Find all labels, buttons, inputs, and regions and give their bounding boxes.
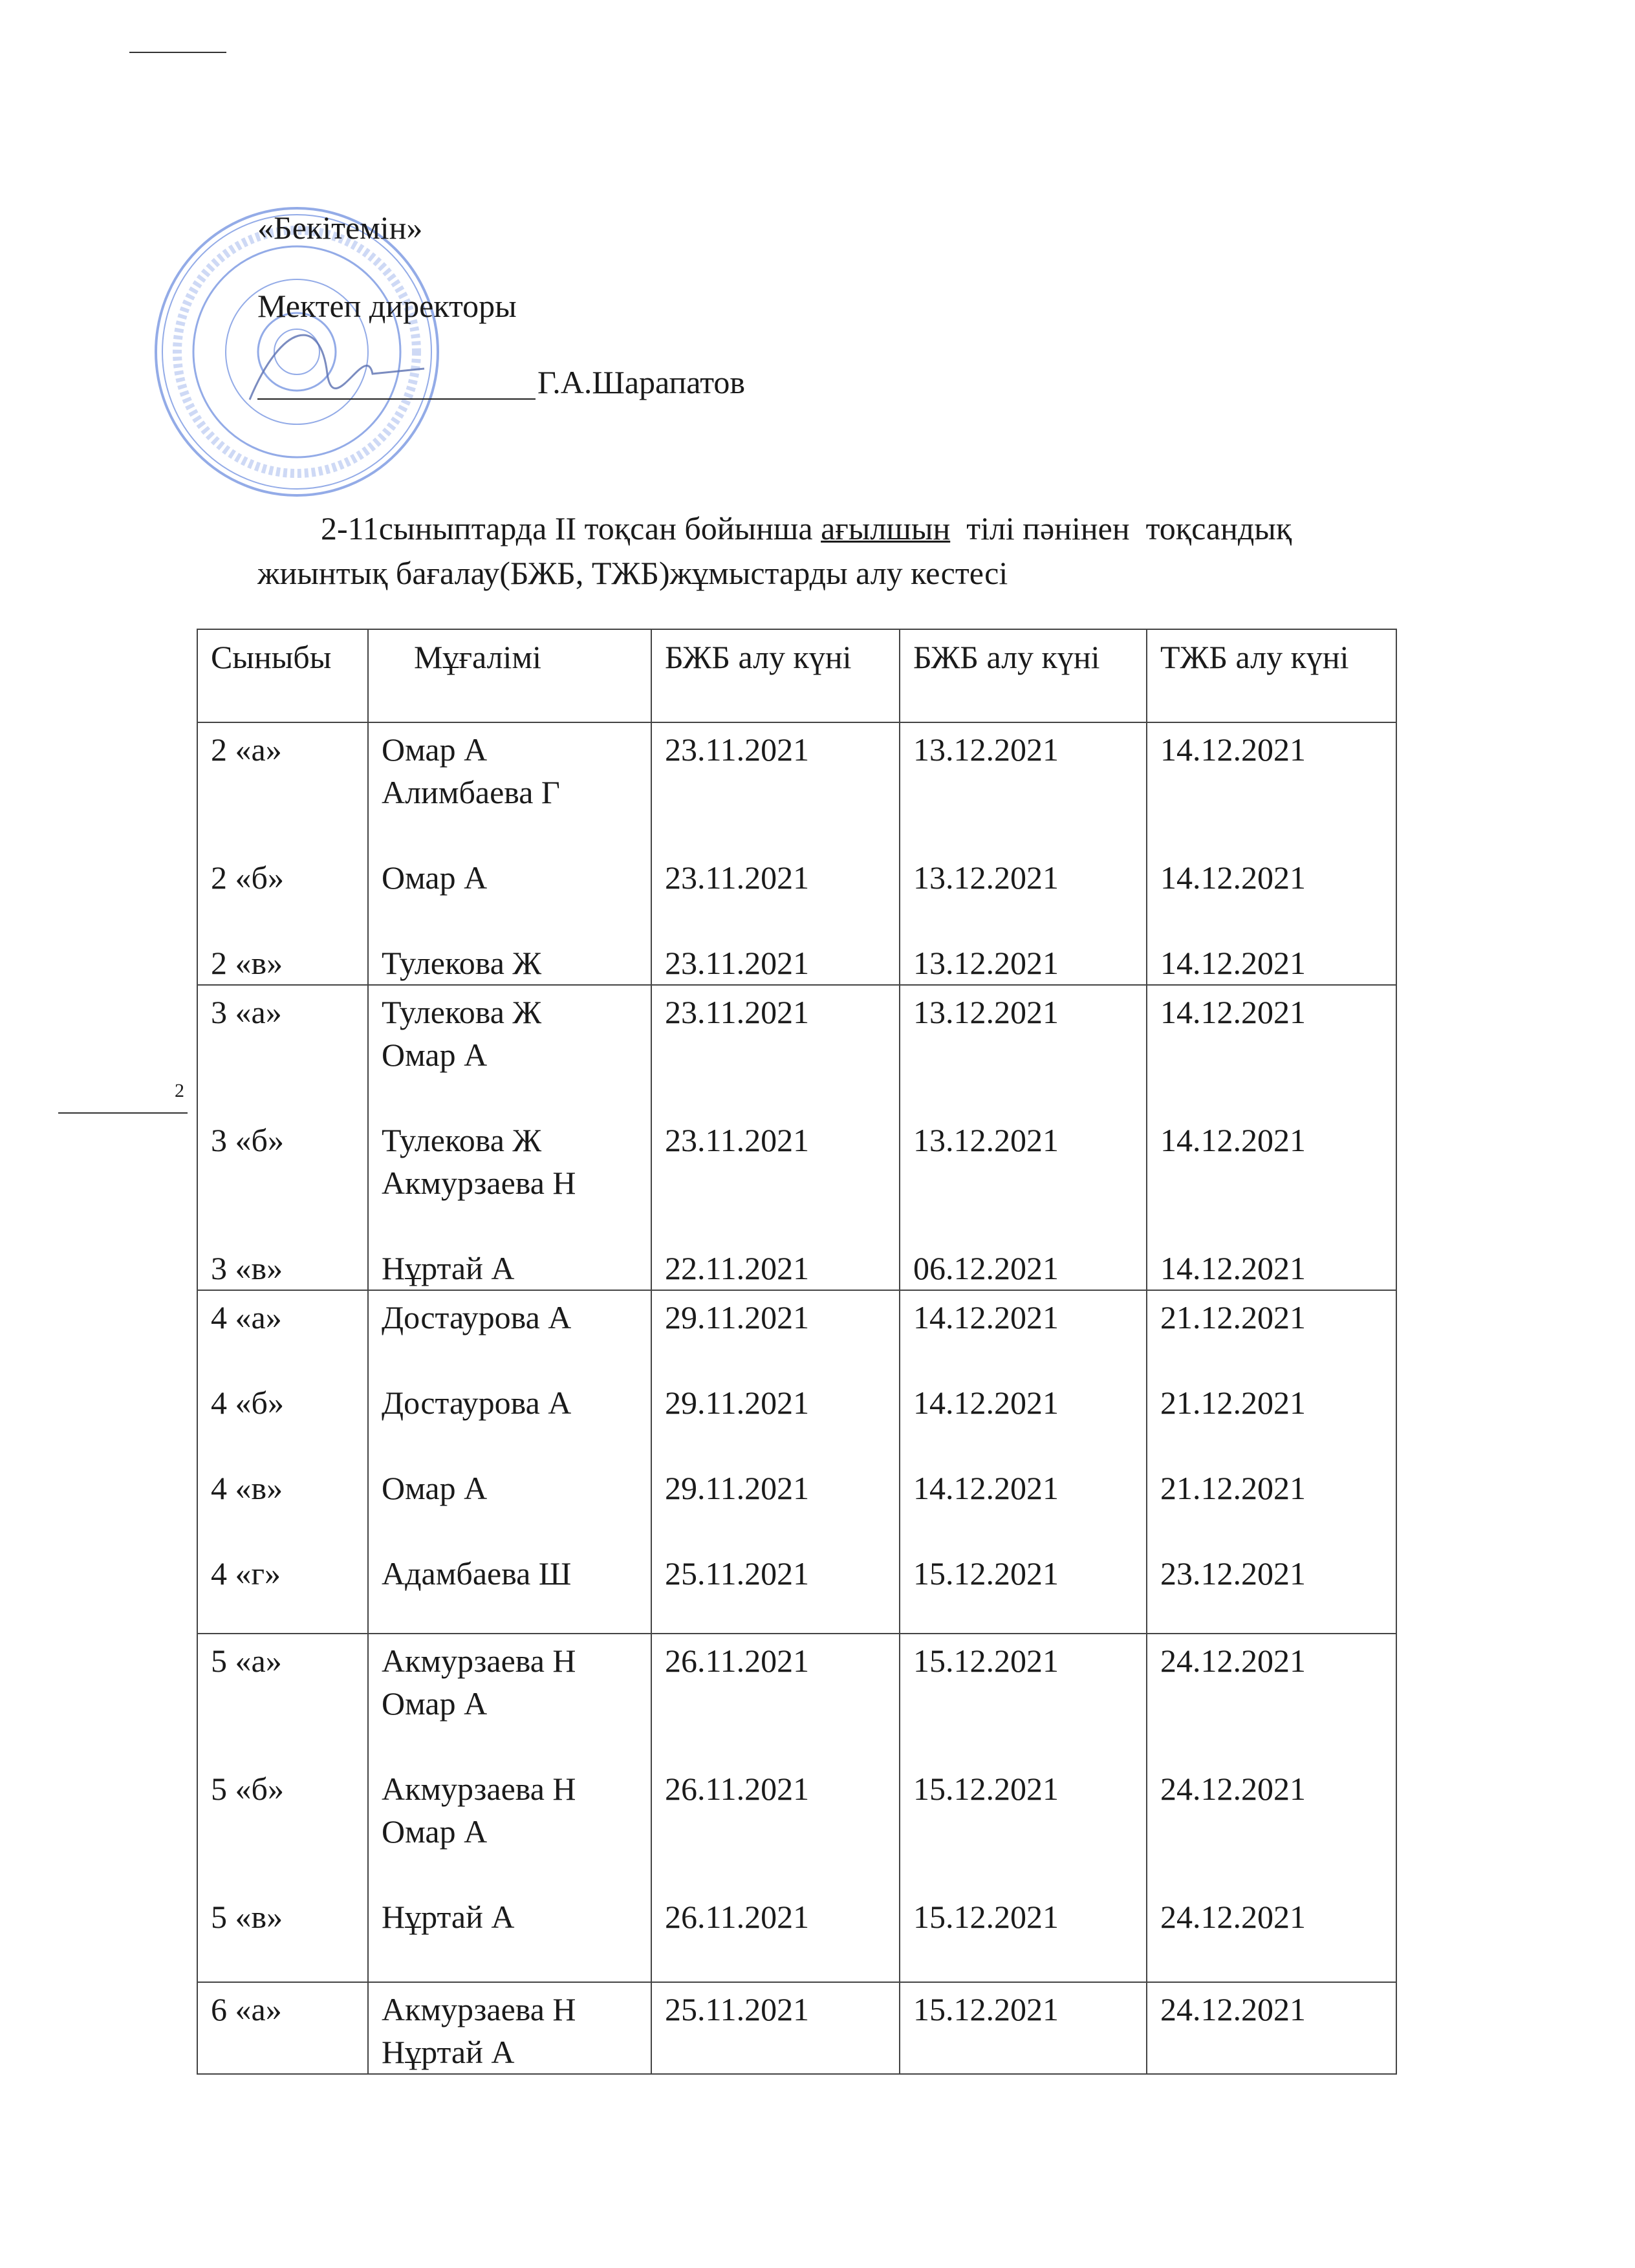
bzhb-date-2-cell bbox=[900, 1982, 1147, 2074]
table-entry bbox=[913, 1988, 1140, 2073]
signature-line bbox=[257, 398, 536, 400]
spacer bbox=[665, 1424, 893, 1467]
spacer bbox=[382, 1424, 644, 1467]
bzhb-date-1-value: 26.11.2021 bbox=[665, 1899, 810, 1935]
table-entry bbox=[665, 1639, 893, 1725]
teacher-name: Акмурзаева Н bbox=[382, 1771, 576, 1807]
spacer bbox=[211, 1424, 361, 1467]
table-entry bbox=[1160, 1552, 1389, 1595]
approval-label: «Бекітемін» bbox=[257, 210, 423, 246]
bzhb-date-1-value: 25.11.2021 bbox=[665, 1991, 810, 2027]
spacer bbox=[913, 1853, 1140, 1895]
director-name: Г.А.Шарапатов bbox=[537, 364, 745, 400]
table-entry bbox=[913, 1296, 1140, 1339]
teacher-name: Тулекова Ж bbox=[382, 945, 542, 981]
blank-line bbox=[211, 1810, 361, 1853]
table-entry bbox=[382, 1639, 644, 1725]
spacer bbox=[1160, 1204, 1389, 1247]
spacer bbox=[913, 1424, 1140, 1467]
bzhb-date-2-cell bbox=[900, 1290, 1147, 1634]
header-bzhb-date-2: БЖБ алу күні bbox=[900, 629, 1147, 722]
scan-mark-line bbox=[129, 52, 226, 53]
bzhb-date-2-value: 15.12.2021 bbox=[913, 1771, 1059, 1807]
blank-line bbox=[913, 1682, 1140, 1725]
class-value: 5 «в» bbox=[211, 1899, 283, 1935]
table-entry bbox=[382, 1296, 644, 1339]
table-entry bbox=[211, 1247, 361, 1290]
spacer bbox=[665, 1725, 893, 1767]
table-entry bbox=[913, 1639, 1140, 1725]
table-entry bbox=[665, 1296, 893, 1339]
spacer bbox=[382, 814, 644, 856]
table-entry bbox=[1160, 856, 1389, 899]
teacher-name: Тулекова Ж bbox=[382, 1122, 542, 1158]
teacher-name: Адамбаева Ш bbox=[382, 1555, 572, 1592]
teacher-name: Достаурова А bbox=[382, 1299, 572, 1335]
bzhb-date-2-value: 13.12.2021 bbox=[913, 945, 1059, 981]
tzhb-date-value: 21.12.2021 bbox=[1160, 1385, 1306, 1421]
blank-line bbox=[1160, 1161, 1389, 1204]
spacer bbox=[665, 899, 893, 942]
bzhb-date-2-value: 13.12.2021 bbox=[913, 994, 1059, 1030]
tzhb-date-value: 14.12.2021 bbox=[1160, 859, 1306, 896]
bzhb-date-2-value: 15.12.2021 bbox=[913, 1555, 1059, 1592]
spacer bbox=[382, 1853, 644, 1895]
table-entry bbox=[382, 1767, 644, 1853]
blank-line bbox=[665, 771, 893, 814]
title-part2: тілі пәнінен тоқсандық bbox=[950, 510, 1292, 546]
bzhb-date-1-cell bbox=[651, 1634, 900, 1982]
spacer bbox=[211, 1509, 361, 1552]
class-value: 2 «б» bbox=[211, 859, 284, 896]
teacher-name: Омар А bbox=[382, 1470, 488, 1506]
spacer bbox=[1160, 899, 1389, 942]
class-cell bbox=[197, 1634, 368, 1982]
bzhb-date-2-value: 13.12.2021 bbox=[913, 731, 1059, 768]
class-value: 4 «г» bbox=[211, 1555, 281, 1592]
bzhb-date-1-cell bbox=[651, 1290, 900, 1634]
table-entry bbox=[913, 1895, 1140, 1938]
bzhb-date-1-value: 29.11.2021 bbox=[665, 1299, 810, 1335]
table-entry bbox=[211, 1467, 361, 1509]
bzhb-date-2-value: 15.12.2021 bbox=[913, 1899, 1059, 1935]
table-entry bbox=[382, 1467, 644, 1509]
teacher-cell bbox=[368, 1634, 651, 1982]
blank-line bbox=[665, 1161, 893, 1204]
bzhb-date-2-value: 15.12.2021 bbox=[913, 1991, 1059, 2027]
bzhb-date-1-value: 23.11.2021 bbox=[665, 731, 810, 768]
margin-line bbox=[58, 1112, 188, 1114]
spacer bbox=[382, 899, 644, 942]
spacer bbox=[665, 814, 893, 856]
spacer bbox=[211, 1204, 361, 1247]
class-cell bbox=[197, 722, 368, 985]
table-entry bbox=[211, 1895, 361, 1938]
bzhb-date-1-value: 23.11.2021 bbox=[665, 994, 810, 1030]
teacher-name: Нұртай А bbox=[382, 2034, 515, 2070]
table-entry bbox=[665, 1895, 893, 1938]
tzhb-date-value: 21.12.2021 bbox=[1160, 1299, 1306, 1335]
table-row-group bbox=[197, 722, 1396, 985]
table-entry bbox=[382, 856, 644, 899]
table-entry bbox=[665, 991, 893, 1076]
table-entry bbox=[665, 1119, 893, 1204]
table-entry bbox=[665, 1381, 893, 1424]
spacer bbox=[913, 1076, 1140, 1119]
teacher-name: Акмурзаева Н bbox=[382, 1165, 576, 1201]
bzhb-date-2-cell bbox=[900, 1634, 1147, 1982]
bzhb-date-1-value: 25.11.2021 bbox=[665, 1555, 810, 1592]
blank-line bbox=[913, 1161, 1140, 1204]
table-entry bbox=[382, 1247, 644, 1290]
table-entry bbox=[665, 1552, 893, 1595]
table-entry bbox=[1160, 1639, 1389, 1725]
header-class: Сыныбы bbox=[197, 629, 368, 722]
teacher-cell bbox=[368, 985, 651, 1290]
spacer bbox=[913, 1339, 1140, 1381]
spacer bbox=[1160, 1853, 1389, 1895]
table-entry bbox=[665, 728, 893, 814]
spacer bbox=[665, 1339, 893, 1381]
blank-line bbox=[913, 771, 1140, 814]
spacer bbox=[665, 1204, 893, 1247]
class-value: 3 «а» bbox=[211, 994, 282, 1030]
blank-line bbox=[211, 1161, 361, 1204]
class-cell bbox=[197, 1290, 368, 1634]
tzhb-date-value: 24.12.2021 bbox=[1160, 1991, 1306, 2027]
blank-line bbox=[211, 1033, 361, 1076]
table-entry bbox=[665, 1247, 893, 1290]
bzhb-date-1-value: 29.11.2021 bbox=[665, 1470, 810, 1506]
table-entry bbox=[665, 1988, 893, 2073]
spacer bbox=[665, 1076, 893, 1119]
tzhb-date-value: 24.12.2021 bbox=[1160, 1643, 1306, 1679]
class-value: 4 «в» bbox=[211, 1470, 283, 1506]
tzhb-date-cell bbox=[1147, 985, 1396, 1290]
tzhb-date-cell bbox=[1147, 1290, 1396, 1634]
table-entry bbox=[665, 942, 893, 984]
bzhb-date-2-value: 13.12.2021 bbox=[913, 1122, 1059, 1158]
spacer bbox=[1160, 1339, 1389, 1381]
tzhb-date-cell bbox=[1147, 1982, 1396, 2074]
bzhb-date-1-cell bbox=[651, 722, 900, 985]
table-entry bbox=[913, 1467, 1140, 1509]
bzhb-date-2-value: 06.12.2021 bbox=[913, 1250, 1059, 1286]
teacher-name: Омар А bbox=[382, 1685, 488, 1722]
teacher-cell bbox=[368, 1290, 651, 1634]
blank-line bbox=[665, 1810, 893, 1853]
bzhb-date-1-value: 23.11.2021 bbox=[665, 945, 810, 981]
bzhb-date-2-cell bbox=[900, 985, 1147, 1290]
class-value: 3 «в» bbox=[211, 1250, 283, 1286]
teacher-name: Нұртай А bbox=[382, 1899, 515, 1935]
table-entry bbox=[211, 1296, 361, 1339]
teacher-name: Омар А bbox=[382, 731, 488, 768]
title-part1: 2-11сыныптарда II тоқсан бойынша bbox=[321, 510, 821, 546]
bzhb-date-1-cell bbox=[651, 985, 900, 1290]
tzhb-date-value: 14.12.2021 bbox=[1160, 731, 1306, 768]
table-entry bbox=[1160, 1988, 1389, 2073]
bzhb-date-1-value: 22.11.2021 bbox=[665, 1250, 810, 1286]
spacer bbox=[382, 1725, 644, 1767]
bzhb-date-2-value: 14.12.2021 bbox=[913, 1385, 1059, 1421]
spacer bbox=[1160, 1725, 1389, 1767]
table-entry bbox=[913, 1119, 1140, 1204]
director-position: Мектеп директоры bbox=[257, 288, 517, 324]
tzhb-date-value: 24.12.2021 bbox=[1160, 1899, 1306, 1935]
bzhb-date-1-value: 23.11.2021 bbox=[665, 1122, 810, 1158]
bzhb-date-2-cell bbox=[900, 722, 1147, 985]
blank-line bbox=[913, 1810, 1140, 1853]
bzhb-date-2-value: 14.12.2021 bbox=[913, 1299, 1059, 1335]
teacher-name: Омар А bbox=[382, 1037, 488, 1073]
spacer bbox=[1160, 1509, 1389, 1552]
bzhb-date-1-value: 23.11.2021 bbox=[665, 859, 810, 896]
spacer bbox=[1160, 814, 1389, 856]
teacher-name: Акмурзаева Н bbox=[382, 1643, 576, 1679]
table-entry bbox=[211, 1639, 361, 1725]
tzhb-date-value: 14.12.2021 bbox=[1160, 994, 1306, 1030]
blank-line bbox=[211, 1682, 361, 1725]
class-value: 3 «б» bbox=[211, 1122, 284, 1158]
spacer bbox=[211, 1853, 361, 1895]
spacer bbox=[211, 1725, 361, 1767]
table-entry bbox=[382, 1552, 644, 1595]
teacher-name: Алимбаева Г bbox=[382, 774, 560, 810]
table-entry bbox=[913, 991, 1140, 1076]
margin-page-note: 2 bbox=[175, 1080, 184, 1101]
tzhb-date-value: 14.12.2021 bbox=[1160, 945, 1306, 981]
class-value: 6 «а» bbox=[211, 1991, 282, 2027]
header-bzhb-date-1: БЖБ алу күні bbox=[651, 629, 900, 722]
table-entry bbox=[665, 856, 893, 899]
blank-line bbox=[913, 1033, 1140, 1076]
teacher-name: Тулекова Ж bbox=[382, 994, 542, 1030]
table-entry bbox=[382, 728, 644, 814]
table-entry bbox=[211, 1381, 361, 1424]
class-cell bbox=[197, 1982, 368, 2074]
bzhb-date-2-value: 13.12.2021 bbox=[913, 859, 1059, 896]
table-entry bbox=[913, 942, 1140, 984]
table-entry bbox=[913, 728, 1140, 814]
table-entry bbox=[1160, 942, 1389, 984]
class-value: 2 «в» bbox=[211, 945, 283, 981]
table-entry bbox=[1160, 728, 1389, 814]
class-value: 5 «а» bbox=[211, 1643, 282, 1679]
table-entry bbox=[211, 1988, 361, 2073]
blank-line bbox=[211, 2031, 361, 2073]
blank-line bbox=[913, 2031, 1140, 2073]
spacer bbox=[1160, 1076, 1389, 1119]
blank-line bbox=[665, 1682, 893, 1725]
teacher-cell bbox=[368, 1982, 651, 2074]
table-row-group bbox=[197, 985, 1396, 1290]
table-entry bbox=[1160, 1767, 1389, 1853]
table-entry bbox=[382, 1988, 644, 2073]
spacer bbox=[382, 1076, 644, 1119]
header-teacher: Мұғалімі bbox=[368, 629, 651, 722]
document-title-line2: жиынтық бағалау(БЖБ, ТЖБ)жұмыстарды алу кестесі bbox=[257, 555, 1008, 591]
table-row-group bbox=[197, 1634, 1396, 1982]
tzhb-date-cell bbox=[1147, 1634, 1396, 1982]
bzhb-date-1-value: 26.11.2021 bbox=[665, 1771, 810, 1807]
title-subject: ағылшын bbox=[821, 510, 951, 546]
header-tzhb-date: ТЖБ алу күні bbox=[1147, 629, 1396, 722]
table-entry bbox=[211, 1767, 361, 1853]
blank-line bbox=[665, 1033, 893, 1076]
spacer bbox=[382, 1204, 644, 1247]
spacer bbox=[211, 1339, 361, 1381]
table-entry bbox=[382, 1895, 644, 1938]
table-entry bbox=[211, 1552, 361, 1595]
table-entry bbox=[211, 728, 361, 814]
table-entry bbox=[913, 1247, 1140, 1290]
table-entry bbox=[1160, 1381, 1389, 1424]
blank-line bbox=[1160, 2031, 1389, 2073]
bzhb-date-2-value: 15.12.2021 bbox=[913, 1643, 1059, 1679]
spacer bbox=[211, 1076, 361, 1119]
table-entry bbox=[1160, 1467, 1389, 1509]
spacer bbox=[382, 1339, 644, 1381]
spacer bbox=[665, 1509, 893, 1552]
table-entry bbox=[382, 1381, 644, 1424]
table-entry bbox=[382, 942, 644, 984]
spacer bbox=[211, 814, 361, 856]
table-entry bbox=[382, 991, 644, 1076]
teacher-name: Омар А bbox=[382, 859, 488, 896]
table-entry bbox=[1160, 991, 1389, 1076]
table-entry bbox=[211, 942, 361, 984]
blank-line bbox=[211, 771, 361, 814]
class-value: 2 «а» bbox=[211, 731, 282, 768]
bzhb-date-1-cell bbox=[651, 1982, 900, 2074]
class-value: 4 «а» bbox=[211, 1299, 282, 1335]
class-cell bbox=[197, 985, 368, 1290]
teacher-name: Нұртай А bbox=[382, 1250, 515, 1286]
spacer bbox=[913, 1725, 1140, 1767]
table-entry bbox=[913, 1552, 1140, 1595]
tzhb-date-cell bbox=[1147, 722, 1396, 985]
spacer bbox=[382, 1509, 644, 1552]
table-row-group bbox=[197, 1290, 1396, 1634]
table-entry bbox=[211, 856, 361, 899]
teacher-name: Омар А bbox=[382, 1813, 488, 1850]
spacer bbox=[211, 899, 361, 942]
teacher-name: Акмурзаева Н bbox=[382, 1991, 576, 2027]
tzhb-date-value: 14.12.2021 bbox=[1160, 1250, 1306, 1286]
table-entry bbox=[211, 991, 361, 1076]
blank-line bbox=[1160, 1682, 1389, 1725]
bzhb-date-1-value: 29.11.2021 bbox=[665, 1385, 810, 1421]
spacer bbox=[665, 1853, 893, 1895]
spacer bbox=[913, 814, 1140, 856]
schedule-table bbox=[197, 629, 1397, 2075]
spacer bbox=[913, 1204, 1140, 1247]
spacer bbox=[1160, 1424, 1389, 1467]
table-entry bbox=[665, 1467, 893, 1509]
table-entry bbox=[1160, 1296, 1389, 1339]
teacher-name: Достаурова А bbox=[382, 1385, 572, 1421]
blank-line bbox=[1160, 1810, 1389, 1853]
table-entry bbox=[382, 1119, 644, 1204]
blank-line bbox=[665, 2031, 893, 2073]
tzhb-date-value: 23.12.2021 bbox=[1160, 1555, 1306, 1592]
teacher-cell bbox=[368, 722, 651, 985]
table-header-row bbox=[197, 629, 1396, 722]
table-entry bbox=[913, 1767, 1140, 1853]
tzhb-date-value: 21.12.2021 bbox=[1160, 1470, 1306, 1506]
school-stamp bbox=[153, 206, 441, 498]
table-entry bbox=[913, 856, 1140, 899]
tzhb-date-value: 24.12.2021 bbox=[1160, 1771, 1306, 1807]
table-entry bbox=[665, 1767, 893, 1853]
blank-line bbox=[1160, 1033, 1389, 1076]
class-value: 4 «б» bbox=[211, 1385, 284, 1421]
bzhb-date-1-value: 26.11.2021 bbox=[665, 1643, 810, 1679]
table-entry bbox=[211, 1119, 361, 1204]
class-value: 5 «б» bbox=[211, 1771, 284, 1807]
document-title-line1 bbox=[321, 512, 1292, 545]
bzhb-date-2-value: 14.12.2021 bbox=[913, 1470, 1059, 1506]
tzhb-date-value: 14.12.2021 bbox=[1160, 1122, 1306, 1158]
spacer bbox=[913, 1509, 1140, 1552]
table-entry bbox=[1160, 1119, 1389, 1204]
blank-line bbox=[1160, 771, 1389, 814]
table-entry bbox=[913, 1381, 1140, 1424]
table-entry bbox=[1160, 1247, 1389, 1290]
spacer bbox=[913, 899, 1140, 942]
table-row-group bbox=[197, 1982, 1396, 2074]
table-entry bbox=[1160, 1895, 1389, 1938]
